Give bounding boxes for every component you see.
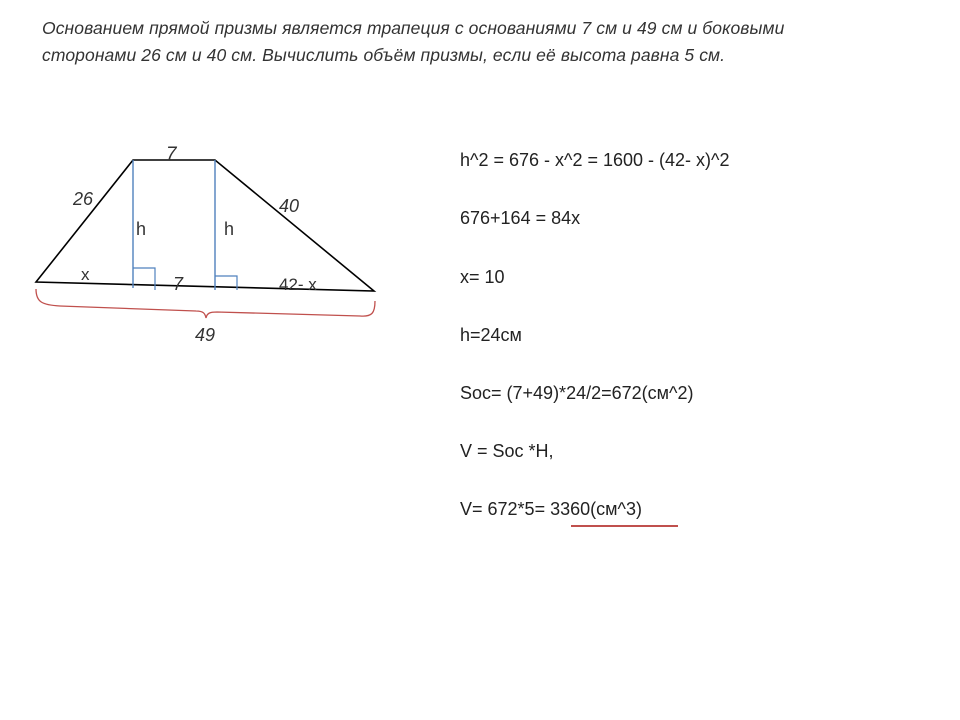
label-bottom-base: 49 bbox=[195, 325, 216, 345]
problem-line-1: Основанием прямой призмы является трапеция с основаниями 7 см и 49 см и боковыми bbox=[42, 18, 785, 38]
label-left-side: 26 bbox=[73, 189, 94, 209]
label-segment-x: x bbox=[81, 265, 90, 284]
label-height-left: h bbox=[136, 219, 147, 239]
label-segment-right: 42- x bbox=[279, 275, 317, 294]
label-height-right: h bbox=[224, 219, 235, 239]
solution-step-5: Sос= (7+49)*24/2=672(см^2) bbox=[460, 383, 694, 403]
solution-step-6: V = Sос *H, bbox=[460, 441, 554, 461]
solution-step-2: 676+164 = 84x bbox=[460, 208, 581, 228]
label-right-side: 40 bbox=[279, 196, 300, 216]
solution-step-7: V= 672*5= 3360(см^3) bbox=[460, 499, 642, 519]
solution-step-3: x= 10 bbox=[460, 267, 505, 287]
label-top-base: 7 bbox=[166, 144, 177, 165]
right-angle-mark-left bbox=[133, 268, 155, 290]
bottom-base-brace bbox=[36, 289, 375, 318]
problem-line-2: сторонами 26 см и 40 см. Вычислить объём призмы, если её высота равна 5 см. bbox=[42, 45, 726, 65]
solution-step-4: h=24см bbox=[460, 325, 522, 345]
label-segment-middle: 7 bbox=[173, 274, 184, 294]
answer-underline bbox=[571, 525, 678, 527]
trapezoid-figure bbox=[0, 0, 420, 360]
solution-step-1: h^2 = 676 - x^2 = 1600 - (42- x)^2 bbox=[460, 150, 730, 170]
